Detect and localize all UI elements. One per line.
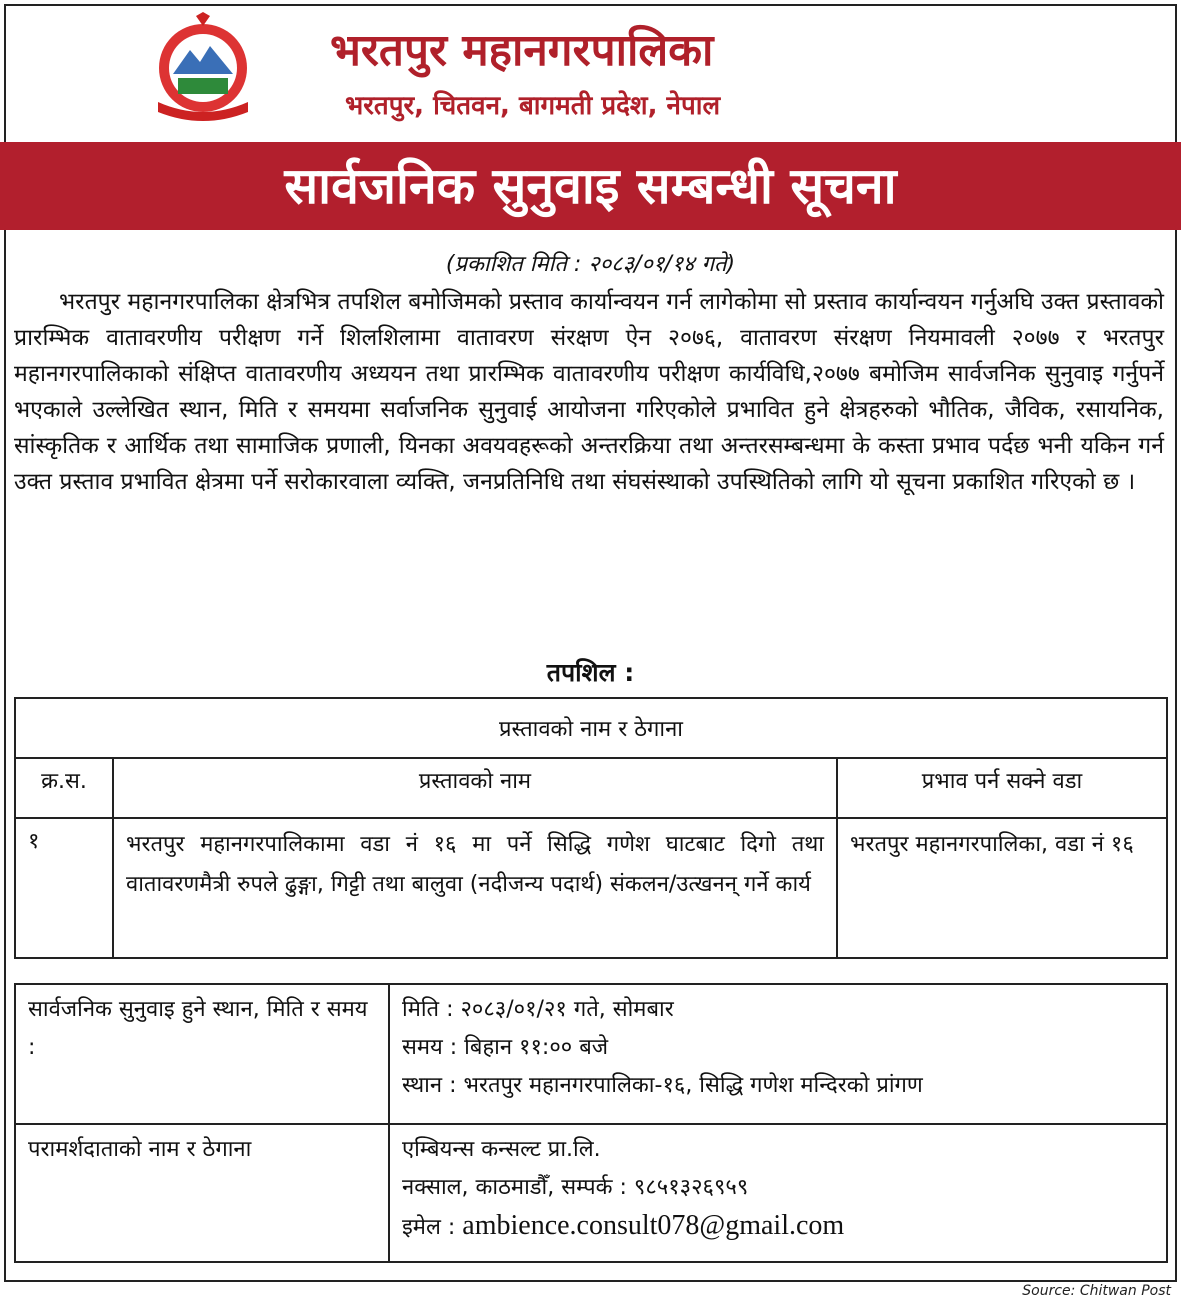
row-ward: भरतपुर महानगरपालिका, वडा नं १६: [837, 818, 1167, 958]
header-ward: प्रभाव पर्न सक्ने वडा: [837, 758, 1167, 818]
details-heading: तपशिल :: [546, 658, 635, 687]
consultant-email[interactable]: ambience.consult078@gmail.com: [462, 1210, 845, 1241]
municipality-address: भरतपुर, चितवन, बागमती प्रदेश, नेपाल: [345, 91, 721, 121]
row-sn: १: [15, 818, 113, 958]
header-name: प्रस्तावको नाम: [113, 758, 837, 818]
nepal-emblem-logo: [138, 12, 268, 124]
hearing-label: सार्वजनिक सुनुवाइ हुने स्थान, मिति र समय :: [15, 984, 389, 1124]
municipality-title: भरतपुर महानगरपालिका: [330, 25, 714, 76]
hearing-date: मिति : २०८३/०१/२१ गते, सोमबार: [402, 997, 674, 1022]
table-row: [15, 818, 1167, 958]
header-sn: क्र.स.: [15, 758, 113, 818]
email-label: इमेल :: [402, 1215, 463, 1240]
consultant-name: एम्बियन्स कन्सल्ट प्रा.लि.: [402, 1137, 601, 1162]
proposal-table: [14, 697, 1168, 959]
notice-body: भरतपुर महानगरपालिका क्षेत्रभित्र तपशिल बमोजिमको प्रस्ताव कार्यान्वयन गर्न लागेकोमा सो प्रस्ताव कार्यान्वयन गर्नुअघि उक्त प्रस्तावको प्रारम्भिक वातावरणीय परीक्षण गर्ने शिलशिलामा वातावरण संरक्षण ऐन २०७६, वातावरण संरक्षण नियमावली २०७७ र भरतपुर महानगरपालिकाको संक्षिप्त वातावरणीय अध्ययन तथा प्रारम्भिक वातावरणीय परीक्षण कार्यविधि,२०७७ बमोजिम सार्वजनिक सुनुवाइ गर्नुपर्ने भएकाले उल्लेखित स्थान, मिति र समयमा सर्वाजनिक सुनुवाई आयोजना गरिएकोले प्रभावित हुने क्षेत्रहरुको भौतिक, जैविक, रसायनिक, सांस्कृतिक र आर्थिक तथा सामाजिक प्रणाली, यिनका अवयवहरूको अन्तरक्रिया तथा अन्तरसम्बन्धमा के कस्ता प्रभाव पर्दछ भनी यकिन गर्न उक्त प्रस्ताव प्रभावित क्षेत्रमा पर्ने सरोकारवाला व्यक्ति, जनप्रतिनिधि तथा संघसंस्थाको उपस्थितिको लागि यो सूचना प्रकाशित गरिएको छ ।: [14, 289, 1164, 495]
source-credit: Source: Chitwan Post: [1022, 1283, 1171, 1299]
hearing-place: स्थान : भरतपुर महानगरपालिका-१६, सिद्धि गणेश मन्दिरको प्रांगण: [402, 1073, 923, 1098]
consultant-address: नक्साल, काठमाडौँ, सम्पर्क : ९८५१३२६९५९: [402, 1175, 749, 1200]
hearing-table: [14, 983, 1168, 1263]
row-name: भरतपुर महानगरपालिकामा वडा नं १६ मा पर्ने सिद्धि गणेश घाटबाट दिगो तथा वातावरणमैत्री रुपले ढुङ्गा, गिट्टी तथा बालुवा (नदीजन्य पदार्थ) संकलन/उत्खनन् गर्ने कार्य: [113, 818, 837, 958]
notice-banner: सार्वजनिक सुनुवाइ सम्बन्धी सूचना: [0, 142, 1181, 230]
header: [0, 0, 1181, 138]
table-caption: प्रस्तावको नाम र ठेगाना: [15, 698, 1167, 758]
published-date: (प्रकाशित मिति : २०८३/०१/१४ गते): [445, 252, 736, 277]
hearing-time: समय : बिहान ११:०० बजे: [402, 1035, 609, 1060]
consultant-label: परामर्शदाताको नाम र ठेगाना: [15, 1124, 389, 1262]
